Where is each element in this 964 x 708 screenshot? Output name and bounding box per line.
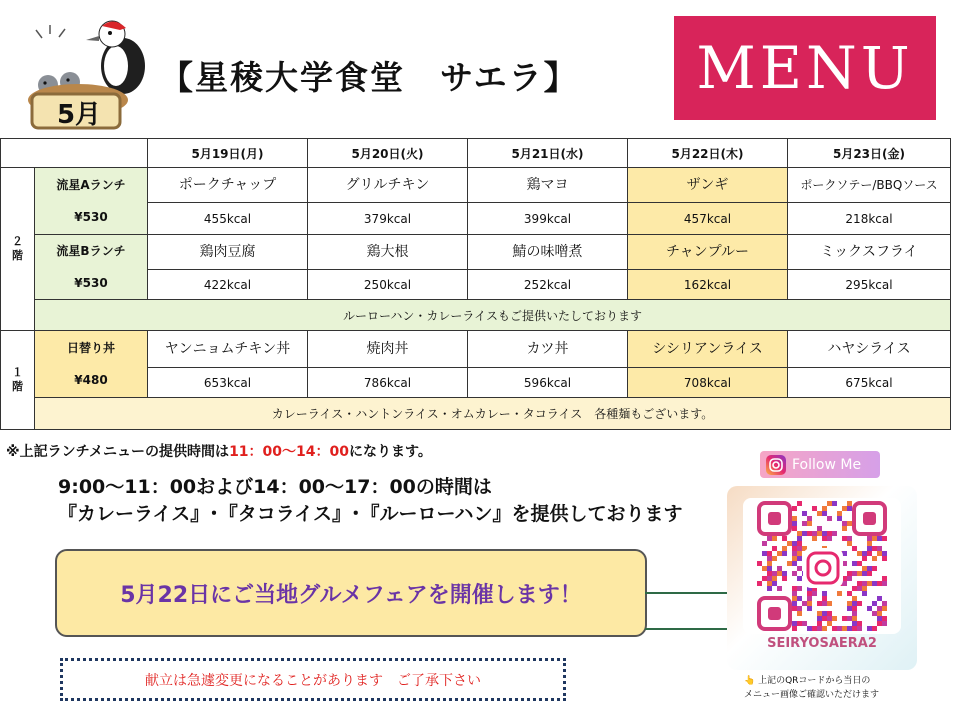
floor-2-note-row xyxy=(1,300,951,331)
qr-caption-line: 👆 上記のQRコードから当日の xyxy=(744,676,871,686)
dish-cell: 鶏肉豆腐 xyxy=(148,235,308,270)
follow-me-label: Follow Me xyxy=(792,456,862,473)
kcal-cell: 708kcal xyxy=(628,368,788,398)
dish-cell: ポークチャップ xyxy=(148,168,308,203)
month-badge-label: 5月 xyxy=(56,100,102,130)
lunch-a-price: ¥530 xyxy=(74,210,108,224)
dish-cell: チャンプルー xyxy=(628,235,788,270)
kcal-cell: 653kcal xyxy=(148,368,308,398)
dish-cell: グリルチキン xyxy=(308,168,468,203)
kcal-cell: 596kcal xyxy=(468,368,628,398)
dish-cell: ポークソテー/BBQソース xyxy=(788,168,951,203)
date-header: 5月23日(金) xyxy=(788,139,951,168)
kcal-cell: 252kcal xyxy=(468,270,628,300)
lunch-time-note xyxy=(6,441,432,461)
kcal-cell: 455kcal xyxy=(148,203,308,235)
lunch-a-label-cell xyxy=(35,168,148,235)
dish-cell: ミックスフライ xyxy=(788,235,951,270)
lunch-a-dish-row xyxy=(1,168,951,203)
floor-1-label: １階 xyxy=(12,366,23,393)
floor-1-note-row xyxy=(1,398,951,430)
follow-me-badge[interactable] xyxy=(760,451,880,478)
service-items-line: 『カレーライス』･『タコライス』･『ルーローハン』を提供しております xyxy=(58,503,683,525)
lunch-b-dish-row xyxy=(1,235,951,270)
menu-banner-label: MENU xyxy=(696,34,914,102)
service-hours-line: 9:00～11：00および14：00～17：00の時間は xyxy=(58,476,492,498)
fair-announcement-text: 5月22日にご当地グルメフェアを開催します！ xyxy=(120,582,582,608)
lunch-time-suffix: になります。 xyxy=(349,444,432,460)
donburi-dish-row xyxy=(1,331,951,368)
connector-line xyxy=(645,592,729,594)
dish-cell: ヤンニョムチキン丼 xyxy=(148,331,308,368)
date-header: 5月19日(月) xyxy=(148,139,308,168)
instagram-handle: SEIRYOSAERA2 xyxy=(767,636,877,651)
lunch-b-label-cell xyxy=(35,235,148,300)
lunch-a-name: 流星Aランチ xyxy=(56,178,126,192)
kcal-cell: 218kcal xyxy=(788,203,951,235)
kcal-cell: 422kcal xyxy=(148,270,308,300)
dish-cell: 焼肉丼 xyxy=(308,331,468,368)
menu-banner xyxy=(674,16,936,120)
corner-cell xyxy=(1,139,148,168)
dish-cell: 鶏マヨ xyxy=(468,168,628,203)
change-notice-text: 献立は急遽変更になることがあります ご了承下さい xyxy=(145,672,481,689)
kcal-cell: 250kcal xyxy=(308,270,468,300)
dish-cell: ザンギ xyxy=(628,168,788,203)
lunch-b-name: 流星Bランチ xyxy=(56,244,126,258)
dish-cell: 鯖の味噌煮 xyxy=(468,235,628,270)
floor-1-note: カレーライス・ハントンライス・オムカレー・タコライス 各種麺もございます。 xyxy=(35,398,951,430)
floor-2-label: ２階 xyxy=(12,235,23,262)
kcal-cell: 295kcal xyxy=(788,270,951,300)
date-header-row xyxy=(1,139,951,168)
floor-2-label-cell xyxy=(1,168,35,331)
kcal-cell: 379kcal xyxy=(308,203,468,235)
month-badge xyxy=(28,20,158,132)
menu-table xyxy=(0,138,951,430)
donburi-name: 日替り丼 xyxy=(66,341,115,355)
qr-code xyxy=(743,498,901,634)
date-header: 5月20日(火) xyxy=(308,139,468,168)
dish-cell: ハヤシライス xyxy=(788,331,951,368)
qr-caption-line: メニュー画像ご確認いただけます xyxy=(744,690,880,700)
page-title: 【星稜大学食堂 サエラ】 xyxy=(160,58,579,97)
donburi-price: ¥480 xyxy=(74,373,108,387)
date-header: 5月22日(木) xyxy=(628,139,788,168)
floor-1-label-cell xyxy=(1,331,35,430)
change-notice-box xyxy=(60,658,566,701)
date-header: 5月21日(水) xyxy=(468,139,628,168)
lunch-time-prefix: ※上記ランチメニューの提供時間は xyxy=(6,444,230,460)
dish-cell: シシリアンライス xyxy=(628,331,788,368)
connector-line xyxy=(645,628,729,630)
instagram-icon xyxy=(766,455,786,475)
instagram-qr-card[interactable] xyxy=(727,486,917,670)
kcal-cell: 786kcal xyxy=(308,368,468,398)
kcal-cell: 457kcal xyxy=(628,203,788,235)
donburi-label-cell xyxy=(35,331,148,398)
dish-cell: 鶏大根 xyxy=(308,235,468,270)
kcal-cell: 675kcal xyxy=(788,368,951,398)
floor-2-note: ルーローハン・カレーライスもご提供いたしております xyxy=(35,300,951,331)
lunch-b-price: ¥530 xyxy=(74,276,108,290)
lunch-time-value: 11：00～14：00 xyxy=(229,444,349,460)
kcal-cell: 162kcal xyxy=(628,270,788,300)
dish-cell: カツ丼 xyxy=(468,331,628,368)
fair-announcement-box xyxy=(55,549,647,637)
kcal-cell: 399kcal xyxy=(468,203,628,235)
